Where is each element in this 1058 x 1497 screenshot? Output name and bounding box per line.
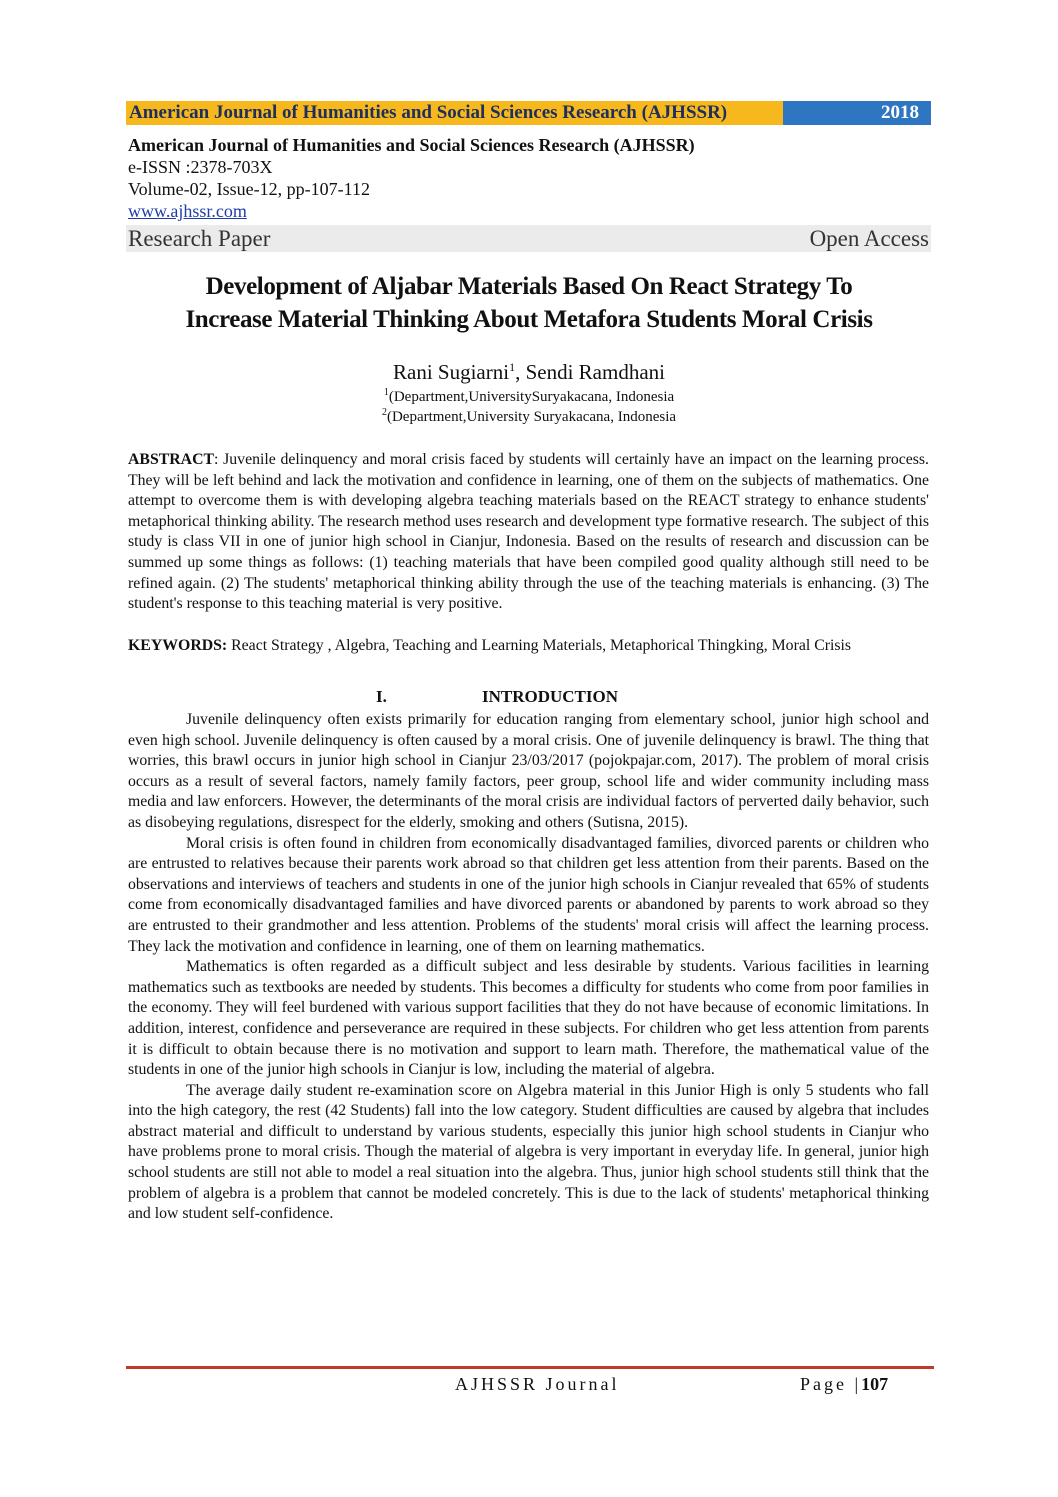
author-list xyxy=(100,354,958,385)
abstract-text: : Juvenile delinquency and moral crisis faced by students will certainly have an impact on the learning process. They will be left behind and lack the motivation and confidence in learning, one of them on the subjects of mathematics. One attempt to overcome them is with developing algebra teaching materials based on the REACT strategy to enhance students' metaphorical thinking ability. The research method uses research and development type formative research. The subject of this study is class VII in one of junior high school in Cianjur, Indonesia. Based on the results of research and discussion can be summed up some things as follows: (1) teaching materials that have been compiled good quality although still need to be refined again. (2) The students' metaphorical thinking ability through the use of the teaching materials is enhancing. (3) The student's response to this teaching material is very positive. xyxy=(128,451,929,613)
intro-paragraph-4: The average daily student re-examination score on Algebra material in this Junior High is only 5 students who fall into the high category, the rest (42 Students) fall into the low category. Student difficulties are caused by algebra that includes abstract material and difficult to understand by various students, especially this junior high school students in Cianjur who have problems prone to moral crisis. Though the material of algebra is very important in everyday life. In general, junior high school students are still not able to model a real situation into the algebra. Thus, junior high school students still think that the problem of algebra is a problem that cannot be modeled concretely. This is due to the lack of students' metaphorical thinking and low student self-confidence. xyxy=(128,1081,929,1223)
footer-page-number: 107 xyxy=(861,1374,889,1394)
title-line-2: Increase Material Thinking About Metafora Students Moral Crisis xyxy=(185,306,873,333)
author-1-affil-mark: 1 xyxy=(509,360,516,374)
keywords-label: KEYWORDS: xyxy=(128,637,228,654)
paper-title xyxy=(100,270,958,336)
affiliation-1-mark: 1 xyxy=(383,387,389,398)
affiliation-2-mark: 2 xyxy=(381,407,387,418)
header-journal-name: American Journal of Humanities and Social Sciences Research (AJHSSR) xyxy=(126,101,783,125)
intro-paragraph-2: Moral crisis is often found in children from economically disadvantaged families, divorced parents or children who are entrusted to relatives because their parents work abroad so that children get less attention from their parents. Based on the observations and interviews of teachers and students in one of the junior high schools in Cianjur revealed that 65% of students come from economically disadvantaged families and have divorced parents or abandoned by parents to work abroad so they are entrusted to their grandmother and less attention. Problems of the students' moral crisis will affect the learning process. They lack the motivation and confidence in learning, one of them on learning mathematics. xyxy=(128,834,929,955)
author-2: Sendi Ramdhani xyxy=(525,360,665,384)
access-type-label: Open Access xyxy=(809,225,929,251)
abstract xyxy=(128,450,929,615)
meta-issn: e-ISSN :2378-703X xyxy=(128,157,273,177)
paper-type-bar xyxy=(126,225,931,252)
footer-page xyxy=(800,1374,888,1395)
footer-journal: AJHSSR Journal xyxy=(455,1374,620,1394)
header-year: 2018 xyxy=(783,101,931,125)
journal-url-link[interactable]: www.ajhssr.com xyxy=(128,201,247,221)
author-separator: , xyxy=(515,360,526,384)
section-name: INTRODUCTION xyxy=(482,687,619,706)
meta-journal: American Journal of Humanities and Social Sciences Research (AJHSSR) xyxy=(128,135,695,155)
author-1: Rani Sugiarni xyxy=(393,360,510,384)
affiliation-2 xyxy=(100,403,958,427)
affiliation-1-text: (Department,UniversitySuryakacana, Indonesia xyxy=(388,389,675,405)
abstract-label: ABSTRACT xyxy=(128,451,215,468)
section-number: I. xyxy=(376,687,387,706)
paper-type-label: Research Paper xyxy=(128,225,271,251)
footer-page-label: Page | xyxy=(800,1374,862,1394)
keywords-text: React Strategy , Algebra, Teaching and Learning Materials, Metaphorical Thingking, Moral Crisis xyxy=(227,637,852,654)
intro-paragraph-1: Juvenile delinquency often exists primarily for education ranging from elementary school, junior high school and even high school. Juvenile delinquency is often caused by a moral crisis. One of juvenile delinquency is brawl. The thing that worries, this brawl occurs in junior high school in Cianjur 23/03/2017 (pojokpajar.com, 2017). The problem of moral crisis occurs as a result of several factors, namely family factors, peer group, school life and wider community including mass media and law enforcers. However, the determinants of the moral crisis are individual factors of perverted daily behavior, such as disobeying regulations, disrespect for the elderly, smoking and others (Sutisna, 2015). xyxy=(128,711,930,831)
journal-header-bar xyxy=(126,101,931,125)
publication-meta xyxy=(128,134,928,222)
keywords xyxy=(128,636,929,657)
intro-paragraph-3: Mathematics is often regarded as a difficult subject and less desirable by students. Various facilities in learning mathematics such as textbooks are needed by students. This becomes a difficulty for students who come from poor families in the economy. They will feel burdened with various support facilities that they do not have because of economic limitations. In addition, interest, confidence and perseverance are required in these subjects. For children who get less attention from parents it is difficult to obtain because there is no motivation and support to learn math. Therefore, the mathematical value of the students in one of the junior high schools in Cianjur is low, including the material of algebra. xyxy=(128,958,929,1079)
introduction-body xyxy=(128,710,929,1225)
meta-volume: Volume-02, Issue-12, pp-107-112 xyxy=(128,179,370,199)
affiliation-2-text: (Department,University Suryakacana, Indonesia xyxy=(386,409,677,425)
footer-divider xyxy=(126,1366,934,1369)
title-line-1: Development of Aljabar Materials Based On React Strategy To xyxy=(205,273,853,300)
